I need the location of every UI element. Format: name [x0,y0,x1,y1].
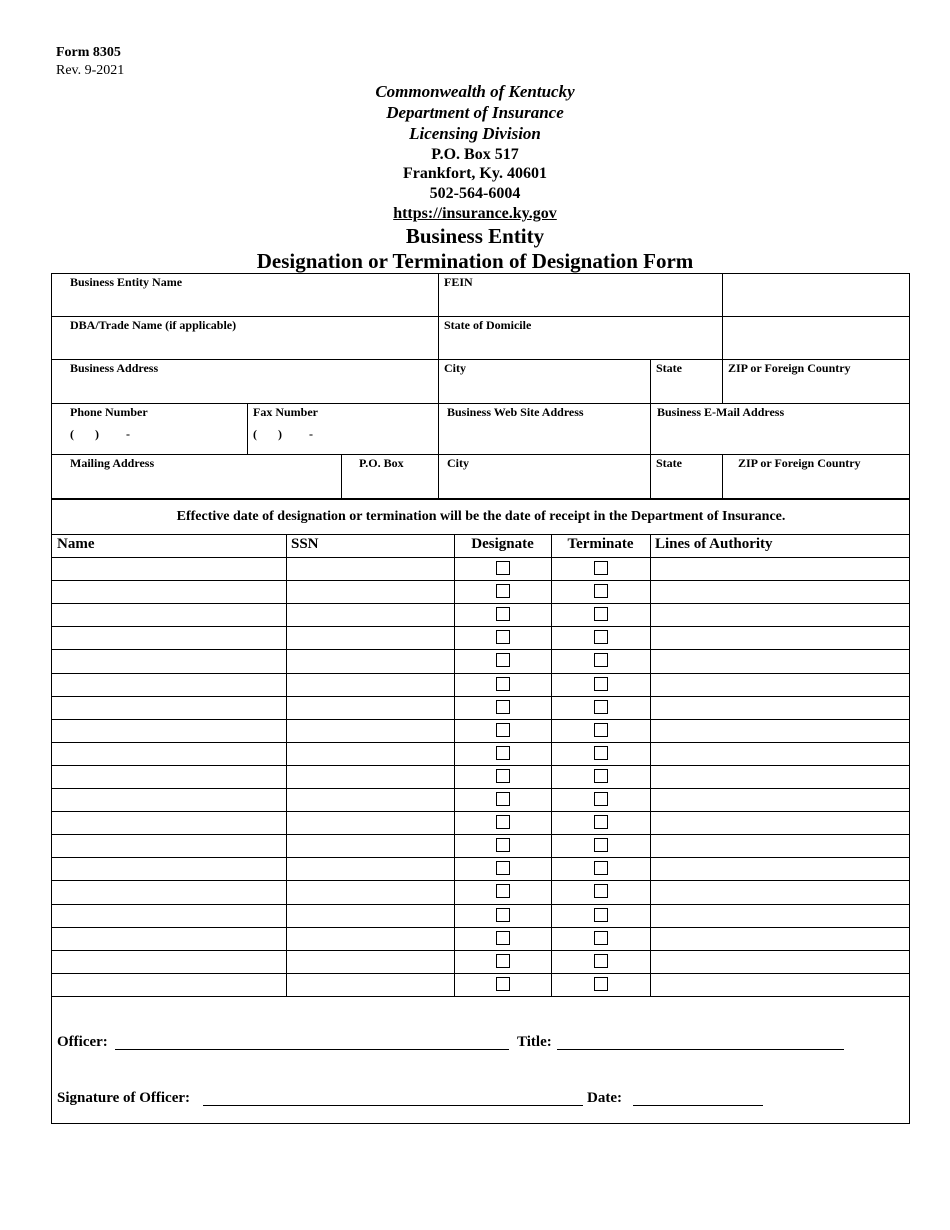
table-row-divider [52,950,910,951]
table-row-divider [52,673,910,674]
designate-checkbox[interactable] [496,607,510,621]
header-department: Department of Insurance [386,103,564,122]
table-row-divider [52,996,910,997]
table-row-divider [52,927,910,928]
designate-checkbox[interactable] [496,700,510,714]
terminate-checkbox[interactable] [594,677,608,691]
terminate-checkbox[interactable] [594,746,608,760]
header-website-link[interactable]: https://insurance.ky.gov [393,205,557,222]
col-header-terminate: Terminate [567,536,634,552]
terminate-checkbox[interactable] [594,931,608,945]
designate-checkbox[interactable] [496,653,510,667]
terminate-checkbox[interactable] [594,723,608,737]
designate-checkbox[interactable] [496,977,510,991]
label-city-mailing: City [447,456,469,470]
designate-checkbox[interactable] [496,584,510,598]
table-row-divider [52,834,910,835]
date-field[interactable] [633,1091,763,1106]
table-row-divider [52,973,910,974]
label-fax: Fax Number [253,405,318,419]
terminate-checkbox[interactable] [594,861,608,875]
designate-checkbox[interactable] [496,769,510,783]
table-row-divider [52,904,910,905]
label-business-address: Business Address [70,361,159,375]
col-header-name: Name [57,536,95,552]
fax-format: ( ) - [253,427,313,441]
header-commonwealth: Commonwealth of Kentucky [375,82,575,101]
terminate-checkbox[interactable] [594,561,608,575]
header-phone: 502-564-6004 [429,185,521,202]
table-row-divider [52,626,910,627]
header-city: Frankfort, Ky. 40601 [403,165,547,182]
terminate-checkbox[interactable] [594,630,608,644]
table-row-divider [52,857,910,858]
designate-checkbox[interactable] [496,931,510,945]
terminate-checkbox[interactable] [594,607,608,621]
table-row-divider [52,719,910,720]
form-number: Form 8305 [56,45,121,60]
label-phone: Phone Number [70,405,148,419]
table-row-divider [52,649,910,650]
designate-checkbox[interactable] [496,677,510,691]
effective-date-notice: Effective date of designation or termination will be the date of receipt in the Department of Insurance. [176,509,786,524]
designate-checkbox[interactable] [496,561,510,575]
designate-checkbox[interactable] [496,792,510,806]
col-header-designate: Designate [471,536,534,552]
table-row-divider [52,788,910,789]
terminate-checkbox[interactable] [594,977,608,991]
form-revision: Rev. 9-2021 [56,63,125,78]
signature-field[interactable] [203,1091,583,1106]
designate-checkbox[interactable] [496,861,510,875]
label-state-domicile: State of Domicile [444,318,532,332]
designate-checkbox[interactable] [496,815,510,829]
terminate-checkbox[interactable] [594,700,608,714]
title-label: Title: [517,1034,552,1050]
table-row-divider [52,580,910,581]
terminate-checkbox[interactable] [594,584,608,598]
label-state: State [656,361,682,375]
phone-format: ( ) - [70,427,130,441]
designate-checkbox[interactable] [496,746,510,760]
terminate-checkbox[interactable] [594,815,608,829]
date-label: Date: [587,1090,622,1106]
table-row-divider [52,742,910,743]
label-state-mailing: State [656,456,682,470]
terminate-checkbox[interactable] [594,838,608,852]
label-entity-name: Business Entity Name [70,275,183,289]
table-row-divider [52,557,910,558]
col-header-lines-of-authority: Lines of Authority [655,536,773,552]
label-zip: ZIP or Foreign Country [728,361,851,375]
form-title-line1: Business Entity [405,224,545,248]
header-division: Licensing Division [409,124,541,143]
label-email: Business E-Mail Address [657,405,785,419]
form-title-line2: Designation or Termination of Designation Form [256,249,694,273]
header-po-box: P.O. Box 517 [431,146,519,163]
designate-checkbox[interactable] [496,838,510,852]
label-po-box: P.O. Box [359,456,404,470]
label-dba: DBA/Trade Name (if applicable) [70,318,237,332]
table-row-divider [52,765,910,766]
label-mailing-address: Mailing Address [70,456,155,470]
label-city: City [444,361,466,375]
designate-checkbox[interactable] [496,723,510,737]
terminate-checkbox[interactable] [594,954,608,968]
signature-label: Signature of Officer: [57,1090,191,1106]
terminate-checkbox[interactable] [594,884,608,898]
label-web-site: Business Web Site Address [447,405,584,419]
officer-field[interactable] [115,1035,509,1050]
table-row-divider [52,880,910,881]
table-row-divider [52,811,910,812]
col-header-ssn: SSN [291,536,319,552]
table-row-divider [52,696,910,697]
table-row-divider [52,603,910,604]
designate-checkbox[interactable] [496,954,510,968]
terminate-checkbox[interactable] [594,653,608,667]
label-zip-mailing: ZIP or Foreign Country [738,456,861,470]
designate-checkbox[interactable] [496,884,510,898]
designate-checkbox[interactable] [496,908,510,922]
officer-label: Officer: [57,1034,108,1050]
designate-checkbox[interactable] [496,630,510,644]
label-fein: FEIN [444,275,473,289]
title-field[interactable] [557,1035,844,1050]
terminate-checkbox[interactable] [594,792,608,806]
terminate-checkbox[interactable] [594,769,608,783]
terminate-checkbox[interactable] [594,908,608,922]
